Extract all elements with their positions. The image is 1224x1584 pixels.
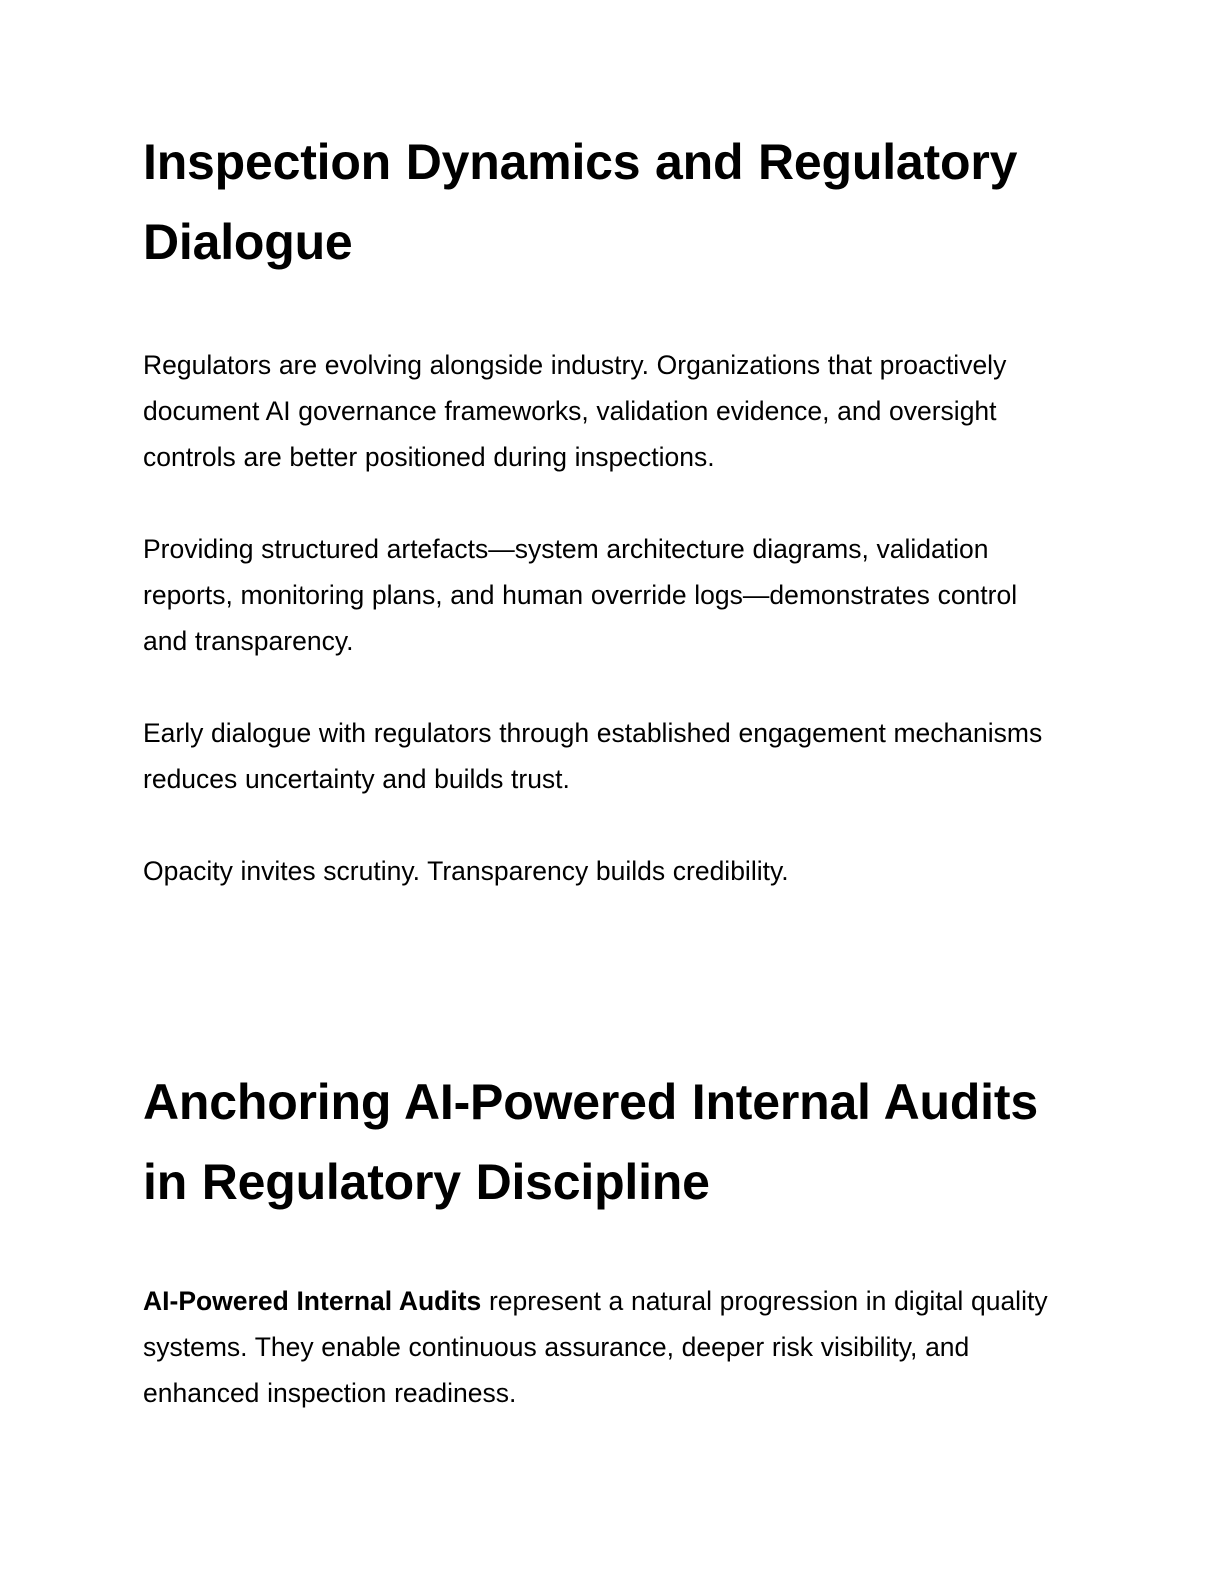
section-heading-anchoring-ai-powered-internal-audits: Anchoring AI-Powered Internal Audits in Regulatory Discipline [143,1074,1038,1210]
paragraph-regulators-evolving: Regulators are evolving alongside industry. Organizations that proactively document AI governance frameworks, validation evidence, and oversight controls are better positioned during inspections. [143,350,1007,472]
section-heading-inspection-dynamics: Inspection Dynamics and Regulatory Dialogue [143,134,1018,270]
section-1-block [143,0,1058,282]
paragraph-structured-artefacts: Providing structured artefacts—system architecture diagrams, validation reports, monitoring plans, and human override logs—demonstrates control and transparency. [143,534,1018,656]
paragraph-ai-powered-internal-audits [143,1278,1058,1416]
paragraph-early-dialogue: Early dialogue with regulators through established engagement mechanisms reduces uncertainty and builds trust. [143,718,1043,794]
paragraph-lead-in-rest: represent a natural progression in digital quality systems. They enable continuous assurance, deeper risk visibility, and enhanced inspection readiness. [143,1286,1048,1408]
document-content-column [143,0,1058,1416]
section-2-block [143,894,1058,1222]
paragraph-lead-in-bold: AI-Powered Internal Audits [143,1286,482,1316]
paragraph-opacity-scrutiny: Opacity invites scrutiny. Transparency builds credibility. [143,856,789,886]
